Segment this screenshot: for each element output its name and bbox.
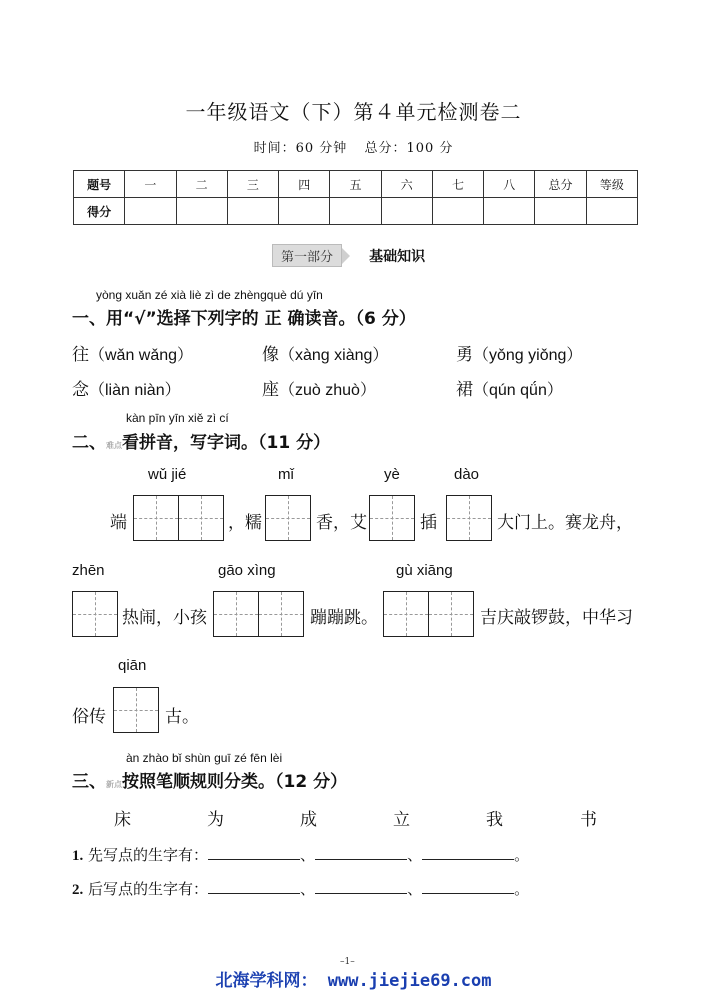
separator: 、 xyxy=(407,880,423,898)
score-col-1: 一 xyxy=(125,171,176,198)
writing-box[interactable] xyxy=(72,591,118,637)
q3-char: 成 xyxy=(300,810,317,830)
score-cell[interactable] xyxy=(586,198,637,225)
writing-box[interactable] xyxy=(178,495,224,541)
q1-option-6[interactable] xyxy=(456,375,563,400)
score-col-8: 八 xyxy=(484,171,535,198)
q3-line-2 xyxy=(72,877,529,899)
answer-blank[interactable] xyxy=(208,877,300,894)
score-cell[interactable] xyxy=(279,198,330,225)
exam-info xyxy=(0,137,707,156)
score-cell[interactable] xyxy=(227,198,278,225)
q3-title: 按照笔顺规则分类。（12 分） xyxy=(122,772,348,792)
writing-box[interactable] xyxy=(428,591,474,637)
option-char: 裙 xyxy=(456,380,473,400)
option-char: 像 xyxy=(262,345,279,365)
score-table-header-row xyxy=(74,171,638,198)
answer-blank[interactable] xyxy=(422,877,514,894)
q3-char: 我 xyxy=(486,810,503,830)
q3-line1-number: 1. xyxy=(72,848,84,864)
score-col-2: 二 xyxy=(176,171,227,198)
q2-py-mi: mǐ xyxy=(278,466,294,483)
score-cell[interactable] xyxy=(381,198,432,225)
total-label: 总分：100 分 xyxy=(364,141,454,156)
q2-tag: 难点 xyxy=(106,441,122,450)
option-pinyin: （wǎn wǎng） xyxy=(89,347,194,364)
writing-box[interactable] xyxy=(265,495,311,541)
score-table xyxy=(73,170,638,225)
option-pinyin: （liàn niàn） xyxy=(89,382,181,399)
score-table-row1-label: 题号 xyxy=(74,171,125,198)
score-col-7: 七 xyxy=(432,171,483,198)
q2-text-xiang-ai: 香，艾 xyxy=(316,513,367,533)
q2-py-qian: qiān xyxy=(118,657,147,674)
option-char: 座 xyxy=(262,380,279,400)
writing-box[interactable] xyxy=(446,495,492,541)
q1-pinyin: yòng xuǎn zé xià liè zì de zhèngquè dú yīn xyxy=(96,288,323,302)
score-cell[interactable] xyxy=(432,198,483,225)
separator: 、 xyxy=(300,880,316,898)
q2-text-jiqing: 吉庆敲锣鼓，中华习 xyxy=(480,608,633,628)
q1-option-5[interactable] xyxy=(262,375,376,400)
score-col-6: 六 xyxy=(381,171,432,198)
score-cell[interactable] xyxy=(125,198,176,225)
score-cell[interactable] xyxy=(330,198,381,225)
page-number: –1– xyxy=(340,957,355,967)
score-col-grade: 等级 xyxy=(586,171,637,198)
option-char: 往 xyxy=(72,345,89,365)
writing-box[interactable] xyxy=(258,591,304,637)
option-pinyin: （xàng xiàng） xyxy=(279,347,389,364)
q3-number: 三、 xyxy=(72,772,106,792)
q2-text-gu: 古。 xyxy=(165,707,199,727)
period: 。 xyxy=(514,880,530,898)
q2-text-cha: 插 xyxy=(420,513,437,533)
q2-pinyin: kàn pīn yīn xiě zì cí xyxy=(126,411,229,425)
option-char: 念 xyxy=(72,380,89,400)
q1-title: 一、用“√”选择下列字的 正 确读音。（6 分） xyxy=(72,309,416,329)
q1-option-3[interactable] xyxy=(456,340,582,365)
q3-line1-text: 先写点的生字有： xyxy=(88,846,209,864)
q2-number: 二、 xyxy=(72,433,106,453)
q2-py-wujie: wǔ jié xyxy=(148,466,187,483)
writing-box[interactable] xyxy=(133,495,179,541)
score-cell[interactable] xyxy=(176,198,227,225)
score-table-score-row xyxy=(74,198,638,225)
q2-py-dao: dào xyxy=(454,466,480,483)
separator: 、 xyxy=(407,846,423,864)
score-table-row2-label: 得分 xyxy=(74,198,125,225)
q1-option-1[interactable] xyxy=(72,340,193,365)
time-label: 时间：60 分钟 xyxy=(253,141,348,156)
option-char: 勇 xyxy=(456,345,473,365)
q3-tag: 新点 xyxy=(106,780,122,789)
q2-title-row xyxy=(72,428,330,453)
q2-py-ye: yè xyxy=(384,466,400,483)
score-cell[interactable] xyxy=(535,198,586,225)
q3-pinyin: àn zhào bǐ shùn guī zé fēn lèi xyxy=(126,751,283,765)
separator: 、 xyxy=(300,846,316,864)
q2-py-zhen: zhēn xyxy=(72,562,105,579)
writing-box[interactable] xyxy=(383,591,429,637)
option-pinyin: （qún qǘn） xyxy=(473,382,563,399)
q1-option-2[interactable] xyxy=(262,340,388,365)
answer-blank[interactable] xyxy=(208,843,300,860)
q2-text-duan: 端 xyxy=(110,513,127,533)
q2-text-bengbeng: 蹦蹦跳。 xyxy=(310,608,378,628)
page-title: 一年级语文（下）第４单元检测卷二 xyxy=(185,100,522,124)
part-title: 基础知识 xyxy=(369,248,426,265)
q3-char: 书 xyxy=(580,810,597,830)
part-header xyxy=(272,244,425,266)
option-pinyin: （zuò zhuò） xyxy=(279,382,376,399)
score-col-4: 四 xyxy=(279,171,330,198)
writing-box[interactable] xyxy=(113,687,159,733)
q2-text-nuo: ，糯 xyxy=(228,513,262,533)
q3-char: 为 xyxy=(207,810,224,830)
q3-line2-number: 2. xyxy=(72,882,84,898)
q2-text-damen: 大门上。赛龙舟， xyxy=(497,513,633,533)
answer-blank[interactable] xyxy=(315,877,407,894)
q3-char: 立 xyxy=(393,810,410,830)
answer-blank[interactable] xyxy=(315,843,407,860)
q3-title-row xyxy=(72,767,347,792)
q2-text-renao: 热闹，小孩 xyxy=(122,608,207,628)
answer-blank[interactable] xyxy=(422,843,514,860)
q3-line2-text: 后写点的生字有： xyxy=(88,880,209,898)
q3-line-1 xyxy=(72,843,529,865)
q2-text-suchuan: 俗传 xyxy=(72,707,106,727)
q3-char: 床 xyxy=(114,810,131,830)
score-col-3: 三 xyxy=(227,171,278,198)
score-cell[interactable] xyxy=(484,198,535,225)
option-pinyin: （yǒng yiǒng） xyxy=(473,347,583,364)
score-col-total: 总分 xyxy=(535,171,586,198)
watermark-link[interactable]: 北海学科网： www.jiejie69.com xyxy=(215,971,492,991)
q2-py-gaoxing: gāo xìng xyxy=(218,562,276,579)
score-col-5: 五 xyxy=(330,171,381,198)
q1-option-4[interactable] xyxy=(72,375,181,400)
part-arrow-icon xyxy=(342,248,350,264)
q2-title: 看拼音，写字词。（11 分） xyxy=(122,433,331,453)
part-label: 第一部分 xyxy=(272,244,342,267)
q2-py-guxiang: gù xiāng xyxy=(396,562,453,579)
writing-box[interactable] xyxy=(213,591,259,637)
writing-box[interactable] xyxy=(369,495,415,541)
period: 。 xyxy=(514,846,530,864)
